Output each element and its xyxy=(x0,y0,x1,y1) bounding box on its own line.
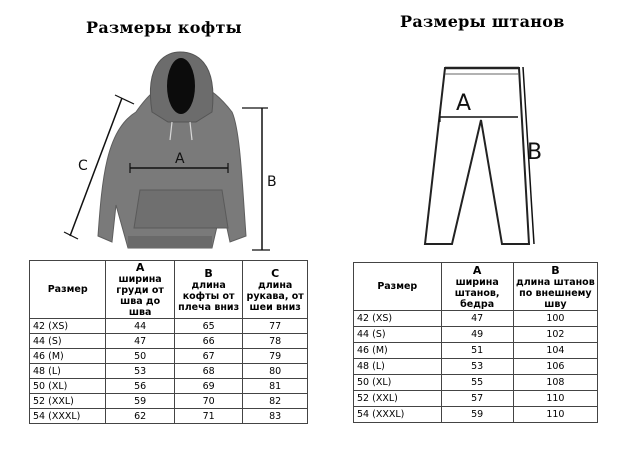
column-header: B длина кофты от плеча вниз xyxy=(174,261,242,319)
table-row: 52 (XXL) 59 70 82 xyxy=(30,394,308,409)
column-header: C длина рукава, от шеи вниз xyxy=(243,261,308,319)
hoodie-label-c: C xyxy=(78,158,88,174)
table-header-row xyxy=(30,261,308,319)
hoodie-label-b: B xyxy=(267,174,277,190)
pants-size-table xyxy=(353,262,598,423)
table-row: 54 (XXXL) 59 110 xyxy=(354,407,598,423)
table-row: 48 (L) 53 68 80 xyxy=(30,364,308,379)
table-row: 44 (S) 49 102 xyxy=(354,327,598,343)
table-header-row xyxy=(354,263,598,311)
column-header: B длина штанов по внешнему шву xyxy=(513,263,597,311)
pants-label-a: A xyxy=(456,91,472,116)
hoodie-title: Размеры кофты xyxy=(86,18,242,37)
pants-label-b: B xyxy=(527,140,543,165)
column-header: Размер xyxy=(354,263,442,311)
table-row: 50 (XL) 55 108 xyxy=(354,375,598,391)
pants-illustration xyxy=(425,68,529,244)
table-row: 42 (XS) 47 100 xyxy=(354,311,598,327)
column-header: A ширина груди от шва до шва xyxy=(106,261,175,319)
pants-title: Размеры штанов xyxy=(400,12,565,31)
hoodie-measure-b xyxy=(242,108,270,250)
column-header: A ширина штанов, бедра xyxy=(441,263,513,311)
table-row: 52 (XXL) 57 110 xyxy=(354,391,598,407)
table-row: 54 (XXXL) 62 71 83 xyxy=(30,409,308,424)
table-row: 42 (XS) 44 65 77 xyxy=(30,319,308,334)
hoodie-label-a: A xyxy=(175,151,185,167)
table-row: 46 (M) 51 104 xyxy=(354,343,598,359)
hoodie-size-table xyxy=(29,260,308,424)
table-row: 44 (S) 47 66 78 xyxy=(30,334,308,349)
table-row: 48 (L) 53 106 xyxy=(354,359,598,375)
hoodie-illustration xyxy=(98,52,246,248)
table-row: 46 (M) 50 67 79 xyxy=(30,349,308,364)
column-header: Размер xyxy=(30,261,106,319)
table-row: 50 (XL) 56 69 81 xyxy=(30,379,308,394)
